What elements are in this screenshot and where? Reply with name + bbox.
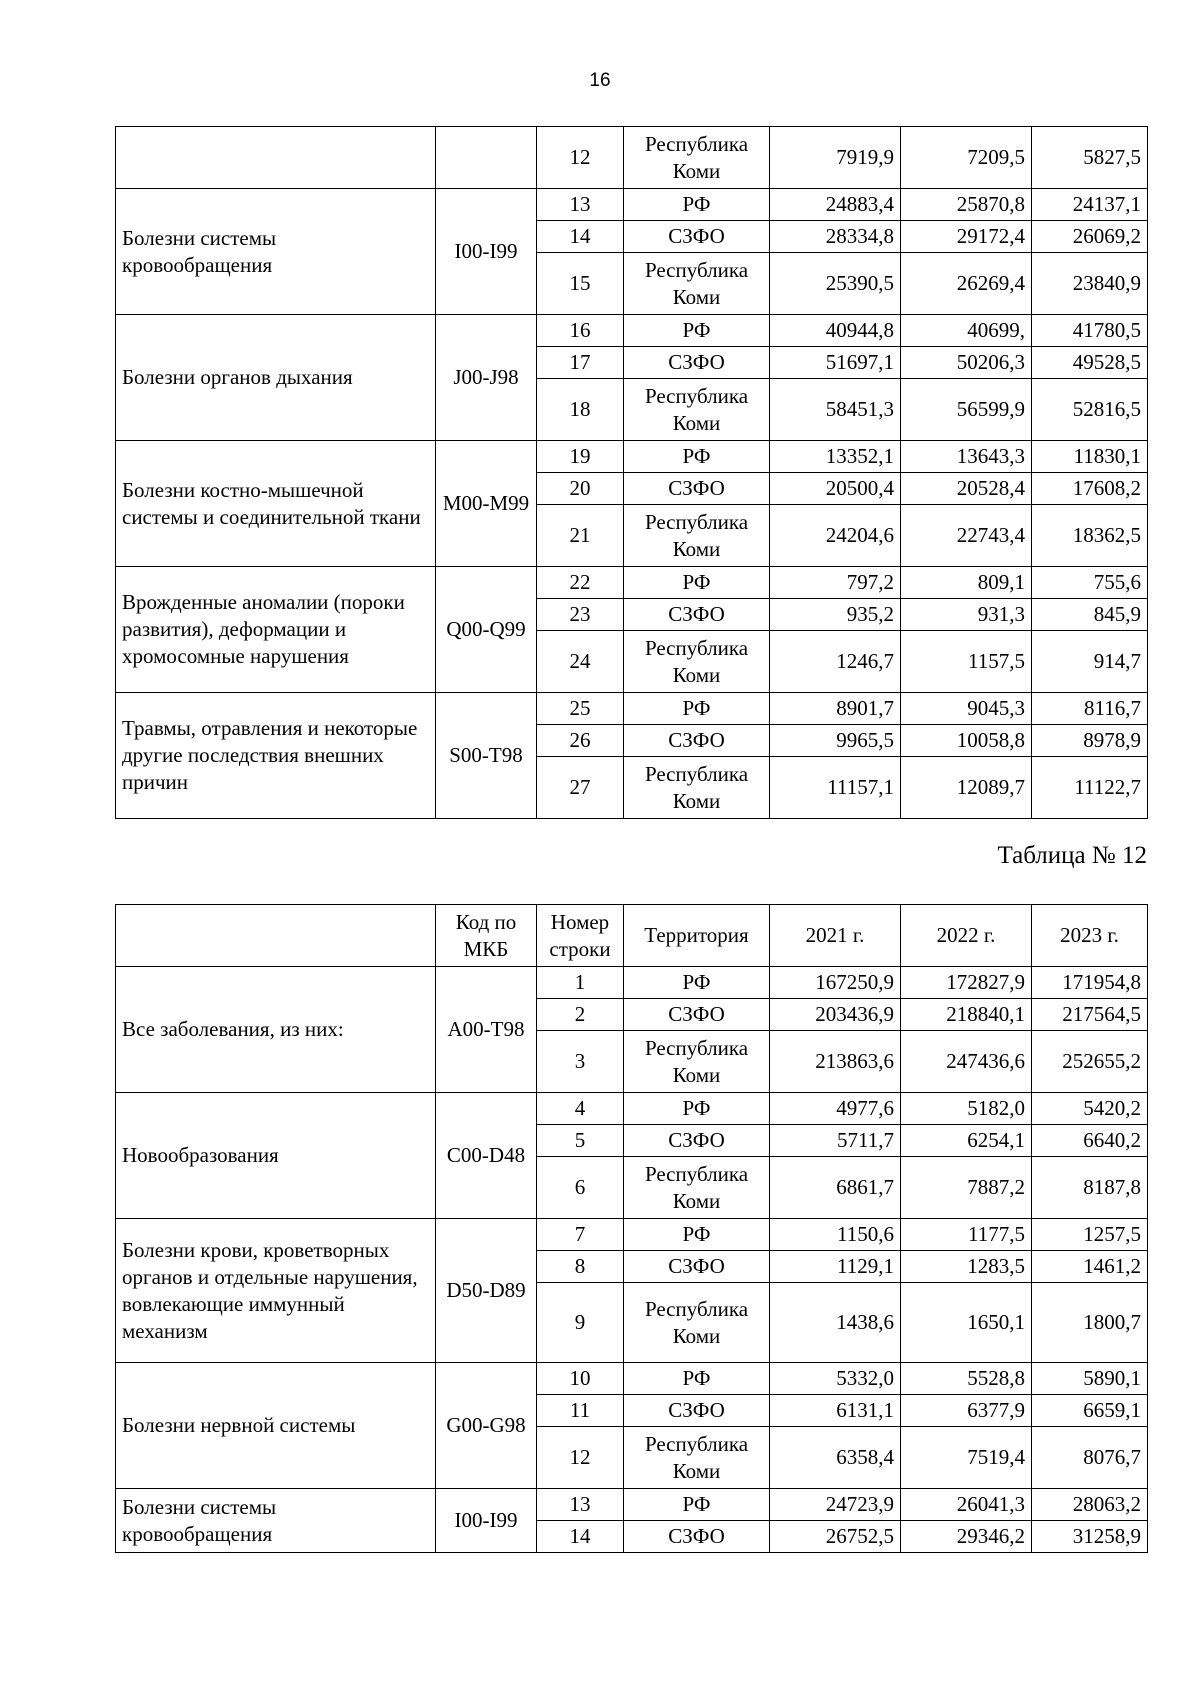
value-2023-cell: 24137,1	[1032, 189, 1148, 221]
icd-code-cell: C00-D48	[436, 1093, 537, 1219]
table-row	[116, 967, 1148, 999]
value-2023-cell: 31258,9	[1032, 1521, 1148, 1553]
territory-cell: РФ	[624, 1363, 770, 1395]
territory-cell: СЗФО	[624, 1521, 770, 1553]
disease-name-cell: Болезни нервной системы	[116, 1363, 436, 1489]
value-2021-cell: 4977,6	[770, 1093, 901, 1125]
row-number-cell: 20	[537, 473, 624, 505]
table-row	[116, 1219, 1148, 1251]
value-2021-cell: 11157,1	[770, 757, 901, 819]
icd-code-cell: D50-D89	[436, 1219, 537, 1363]
value-2023-cell: 23840,9	[1032, 253, 1148, 315]
territory-cell: Республика Коми	[624, 1427, 770, 1489]
territory-cell: СЗФО	[624, 473, 770, 505]
value-2023-cell: 49528,5	[1032, 347, 1148, 379]
icd-code-cell: M00-M99	[436, 441, 537, 567]
row-number-cell: 15	[537, 253, 624, 315]
value-2022-cell: 7887,2	[901, 1157, 1032, 1219]
disease-name-cell: Врожденные аномалии (пороки развития), деформации и хромосомные нарушения	[116, 567, 436, 693]
territory-cell: РФ	[624, 693, 770, 725]
value-2022-cell: 809,1	[901, 567, 1032, 599]
disease-name-cell: Травмы, отравления и некоторые другие последствия внешних причин	[116, 693, 436, 819]
icd-code-cell: A00-T98	[436, 967, 537, 1093]
value-2022-cell: 9045,3	[901, 693, 1032, 725]
value-2022-cell: 172827,9	[901, 967, 1032, 999]
value-2023-cell: 8978,9	[1032, 725, 1148, 757]
row-number-cell: 22	[537, 567, 624, 599]
value-2023-cell: 171954,8	[1032, 967, 1148, 999]
territory-cell: СЗФО	[624, 1395, 770, 1427]
value-2023-cell: 11122,7	[1032, 757, 1148, 819]
header-year-2022: 2022 г.	[901, 905, 1032, 967]
territory-cell: Республика Коми	[624, 379, 770, 441]
value-2022-cell: 7519,4	[901, 1427, 1032, 1489]
row-number-cell: 26	[537, 725, 624, 757]
value-2023-cell: 6640,2	[1032, 1125, 1148, 1157]
row-number-cell: 5	[537, 1125, 624, 1157]
territory-cell: Республика Коми	[624, 127, 770, 189]
value-2022-cell: 56599,9	[901, 379, 1032, 441]
territory-cell: СЗФО	[624, 347, 770, 379]
value-2021-cell: 24883,4	[770, 189, 901, 221]
value-2022-cell: 6377,9	[901, 1395, 1032, 1427]
value-2021-cell: 20500,4	[770, 473, 901, 505]
value-2022-cell: 5182,0	[901, 1093, 1032, 1125]
icd-code-cell: G00-G98	[436, 1363, 537, 1489]
territory-cell: РФ	[624, 315, 770, 347]
territory-cell: Республика Коми	[624, 505, 770, 567]
value-2023-cell: 8187,8	[1032, 1157, 1148, 1219]
value-2022-cell: 1157,5	[901, 631, 1032, 693]
row-number-cell: 4	[537, 1093, 624, 1125]
value-2021-cell: 13352,1	[770, 441, 901, 473]
value-2021-cell: 203436,9	[770, 999, 901, 1031]
territory-cell: РФ	[624, 567, 770, 599]
row-number-cell: 10	[537, 1363, 624, 1395]
value-2021-cell: 24204,6	[770, 505, 901, 567]
value-2021-cell: 935,2	[770, 599, 901, 631]
header-disease	[116, 905, 436, 967]
table-row	[116, 693, 1148, 725]
disease-name-cell: Болезни системы кровообращения	[116, 1489, 436, 1553]
value-2022-cell: 13643,3	[901, 441, 1032, 473]
row-number-cell: 12	[537, 127, 624, 189]
value-2021-cell: 58451,3	[770, 379, 901, 441]
value-2023-cell: 11830,1	[1032, 441, 1148, 473]
value-2023-cell: 5420,2	[1032, 1093, 1148, 1125]
territory-cell: СЗФО	[624, 999, 770, 1031]
value-2023-cell: 52816,5	[1032, 379, 1148, 441]
table-caption: Таблица № 12	[997, 842, 1147, 869]
value-2021-cell: 1246,7	[770, 631, 901, 693]
value-2023-cell: 217564,5	[1032, 999, 1148, 1031]
value-2022-cell: 1283,5	[901, 1251, 1032, 1283]
value-2022-cell: 26041,3	[901, 1489, 1032, 1521]
row-number-cell: 13	[537, 1489, 624, 1521]
value-2021-cell: 8901,7	[770, 693, 901, 725]
disease-name-cell: Новообразования	[116, 1093, 436, 1219]
territory-cell: РФ	[624, 189, 770, 221]
value-2022-cell: 26269,4	[901, 253, 1032, 315]
value-2023-cell: 17608,2	[1032, 473, 1148, 505]
territory-cell: РФ	[624, 967, 770, 999]
territory-cell: Республика Коми	[624, 1157, 770, 1219]
row-number-cell: 1	[537, 967, 624, 999]
value-2022-cell: 29346,2	[901, 1521, 1032, 1553]
row-number-cell: 27	[537, 757, 624, 819]
row-number-cell: 3	[537, 1031, 624, 1093]
value-2021-cell: 213863,6	[770, 1031, 901, 1093]
value-2021-cell: 7919,9	[770, 127, 901, 189]
value-2021-cell: 25390,5	[770, 253, 901, 315]
disease-name-cell: Болезни крови, кроветворных органов и отдельные нарушения, вовлекающие иммунный механизм	[116, 1219, 436, 1363]
value-2022-cell: 40699,	[901, 315, 1032, 347]
value-2022-cell: 50206,3	[901, 347, 1032, 379]
value-2022-cell: 1650,1	[901, 1283, 1032, 1363]
value-2022-cell: 7209,5	[901, 127, 1032, 189]
value-2023-cell: 1461,2	[1032, 1251, 1148, 1283]
value-2023-cell: 845,9	[1032, 599, 1148, 631]
table-header-row	[116, 905, 1148, 967]
territory-cell: Республика Коми	[624, 253, 770, 315]
value-2021-cell: 797,2	[770, 567, 901, 599]
table-row	[116, 1093, 1148, 1125]
value-2023-cell: 914,7	[1032, 631, 1148, 693]
territory-cell: РФ	[624, 1489, 770, 1521]
morbidity-table-continued	[115, 126, 1148, 819]
value-2023-cell: 1800,7	[1032, 1283, 1148, 1363]
territory-cell: Республика Коми	[624, 757, 770, 819]
value-2022-cell: 22743,4	[901, 505, 1032, 567]
row-number-cell: 9	[537, 1283, 624, 1363]
row-number-cell: 6	[537, 1157, 624, 1219]
row-number-cell: 14	[537, 221, 624, 253]
value-2022-cell: 25870,8	[901, 189, 1032, 221]
value-2021-cell: 1438,6	[770, 1283, 901, 1363]
value-2021-cell: 24723,9	[770, 1489, 901, 1521]
territory-cell: СЗФО	[624, 599, 770, 631]
territory-cell: Республика Коми	[624, 631, 770, 693]
value-2021-cell: 51697,1	[770, 347, 901, 379]
value-2021-cell: 6131,1	[770, 1395, 901, 1427]
value-2021-cell: 1150,6	[770, 1219, 901, 1251]
page-number: 16	[589, 70, 611, 91]
value-2023-cell: 8076,7	[1032, 1427, 1148, 1489]
disease-name-cell: Болезни органов дыхания	[116, 315, 436, 441]
value-2023-cell: 6659,1	[1032, 1395, 1148, 1427]
row-number-cell: 23	[537, 599, 624, 631]
territory-cell: РФ	[624, 441, 770, 473]
header-row-number: Номер строки	[537, 905, 624, 967]
value-2023-cell: 1257,5	[1032, 1219, 1148, 1251]
value-2022-cell: 29172,4	[901, 221, 1032, 253]
row-number-cell: 17	[537, 347, 624, 379]
territory-cell: Республика Коми	[624, 1283, 770, 1363]
row-number-cell: 16	[537, 315, 624, 347]
disease-name-cell: Болезни системы кровообращения	[116, 189, 436, 315]
value-2023-cell: 5827,5	[1032, 127, 1148, 189]
table-row	[116, 1363, 1148, 1395]
row-number-cell: 11	[537, 1395, 624, 1427]
value-2023-cell: 755,6	[1032, 567, 1148, 599]
row-number-cell: 7	[537, 1219, 624, 1251]
value-2023-cell: 41780,5	[1032, 315, 1148, 347]
value-2023-cell: 28063,2	[1032, 1489, 1148, 1521]
row-number-cell: 21	[537, 505, 624, 567]
header-year-2021: 2021 г.	[770, 905, 901, 967]
value-2022-cell: 12089,7	[901, 757, 1032, 819]
value-2021-cell: 1129,1	[770, 1251, 901, 1283]
row-number-cell: 12	[537, 1427, 624, 1489]
value-2022-cell: 247436,6	[901, 1031, 1032, 1093]
value-2021-cell: 40944,8	[770, 315, 901, 347]
territory-cell: СЗФО	[624, 725, 770, 757]
value-2023-cell: 252655,2	[1032, 1031, 1148, 1093]
icd-code-cell	[436, 127, 537, 189]
value-2023-cell: 18362,5	[1032, 505, 1148, 567]
territory-cell: РФ	[624, 1093, 770, 1125]
territory-cell: СЗФО	[624, 1125, 770, 1157]
value-2022-cell: 1177,5	[901, 1219, 1032, 1251]
territory-cell: Республика Коми	[624, 1031, 770, 1093]
table-row	[116, 315, 1148, 347]
value-2022-cell: 218840,1	[901, 999, 1032, 1031]
value-2021-cell: 26752,5	[770, 1521, 901, 1553]
table-row	[116, 127, 1148, 189]
disease-name-cell: Болезни костно-мышечной системы и соединительной ткани	[116, 441, 436, 567]
row-number-cell: 14	[537, 1521, 624, 1553]
value-2023-cell: 26069,2	[1032, 221, 1148, 253]
disease-name-cell: Все заболевания, из них:	[116, 967, 436, 1093]
value-2023-cell: 8116,7	[1032, 693, 1148, 725]
disease-name-cell	[116, 127, 436, 189]
row-number-cell: 8	[537, 1251, 624, 1283]
icd-code-cell: I00-I99	[436, 1489, 537, 1553]
value-2021-cell: 28334,8	[770, 221, 901, 253]
icd-code-cell: I00-I99	[436, 189, 537, 315]
value-2021-cell: 167250,9	[770, 967, 901, 999]
value-2022-cell: 10058,8	[901, 725, 1032, 757]
table-row	[116, 441, 1148, 473]
row-number-cell: 24	[537, 631, 624, 693]
row-number-cell: 2	[537, 999, 624, 1031]
row-number-cell: 25	[537, 693, 624, 725]
row-number-cell: 18	[537, 379, 624, 441]
morbidity-table-12	[115, 904, 1148, 1553]
value-2022-cell: 931,3	[901, 599, 1032, 631]
value-2021-cell: 6358,4	[770, 1427, 901, 1489]
icd-code-cell: J00-J98	[436, 315, 537, 441]
icd-code-cell: Q00-Q99	[436, 567, 537, 693]
table-row	[116, 567, 1148, 599]
table-row	[116, 1489, 1148, 1521]
row-number-cell: 19	[537, 441, 624, 473]
table-row	[116, 189, 1148, 221]
territory-cell: СЗФО	[624, 221, 770, 253]
header-territory: Территория	[624, 905, 770, 967]
row-number-cell: 13	[537, 189, 624, 221]
value-2022-cell: 20528,4	[901, 473, 1032, 505]
header-icd-code: Код по МКБ	[436, 905, 537, 967]
value-2021-cell: 9965,5	[770, 725, 901, 757]
value-2021-cell: 6861,7	[770, 1157, 901, 1219]
value-2022-cell: 6254,1	[901, 1125, 1032, 1157]
territory-cell: РФ	[624, 1219, 770, 1251]
territory-cell: СЗФО	[624, 1251, 770, 1283]
header-year-2023: 2023 г.	[1032, 905, 1148, 967]
value-2022-cell: 5528,8	[901, 1363, 1032, 1395]
icd-code-cell: S00-T98	[436, 693, 537, 819]
value-2021-cell: 5332,0	[770, 1363, 901, 1395]
value-2023-cell: 5890,1	[1032, 1363, 1148, 1395]
value-2021-cell: 5711,7	[770, 1125, 901, 1157]
